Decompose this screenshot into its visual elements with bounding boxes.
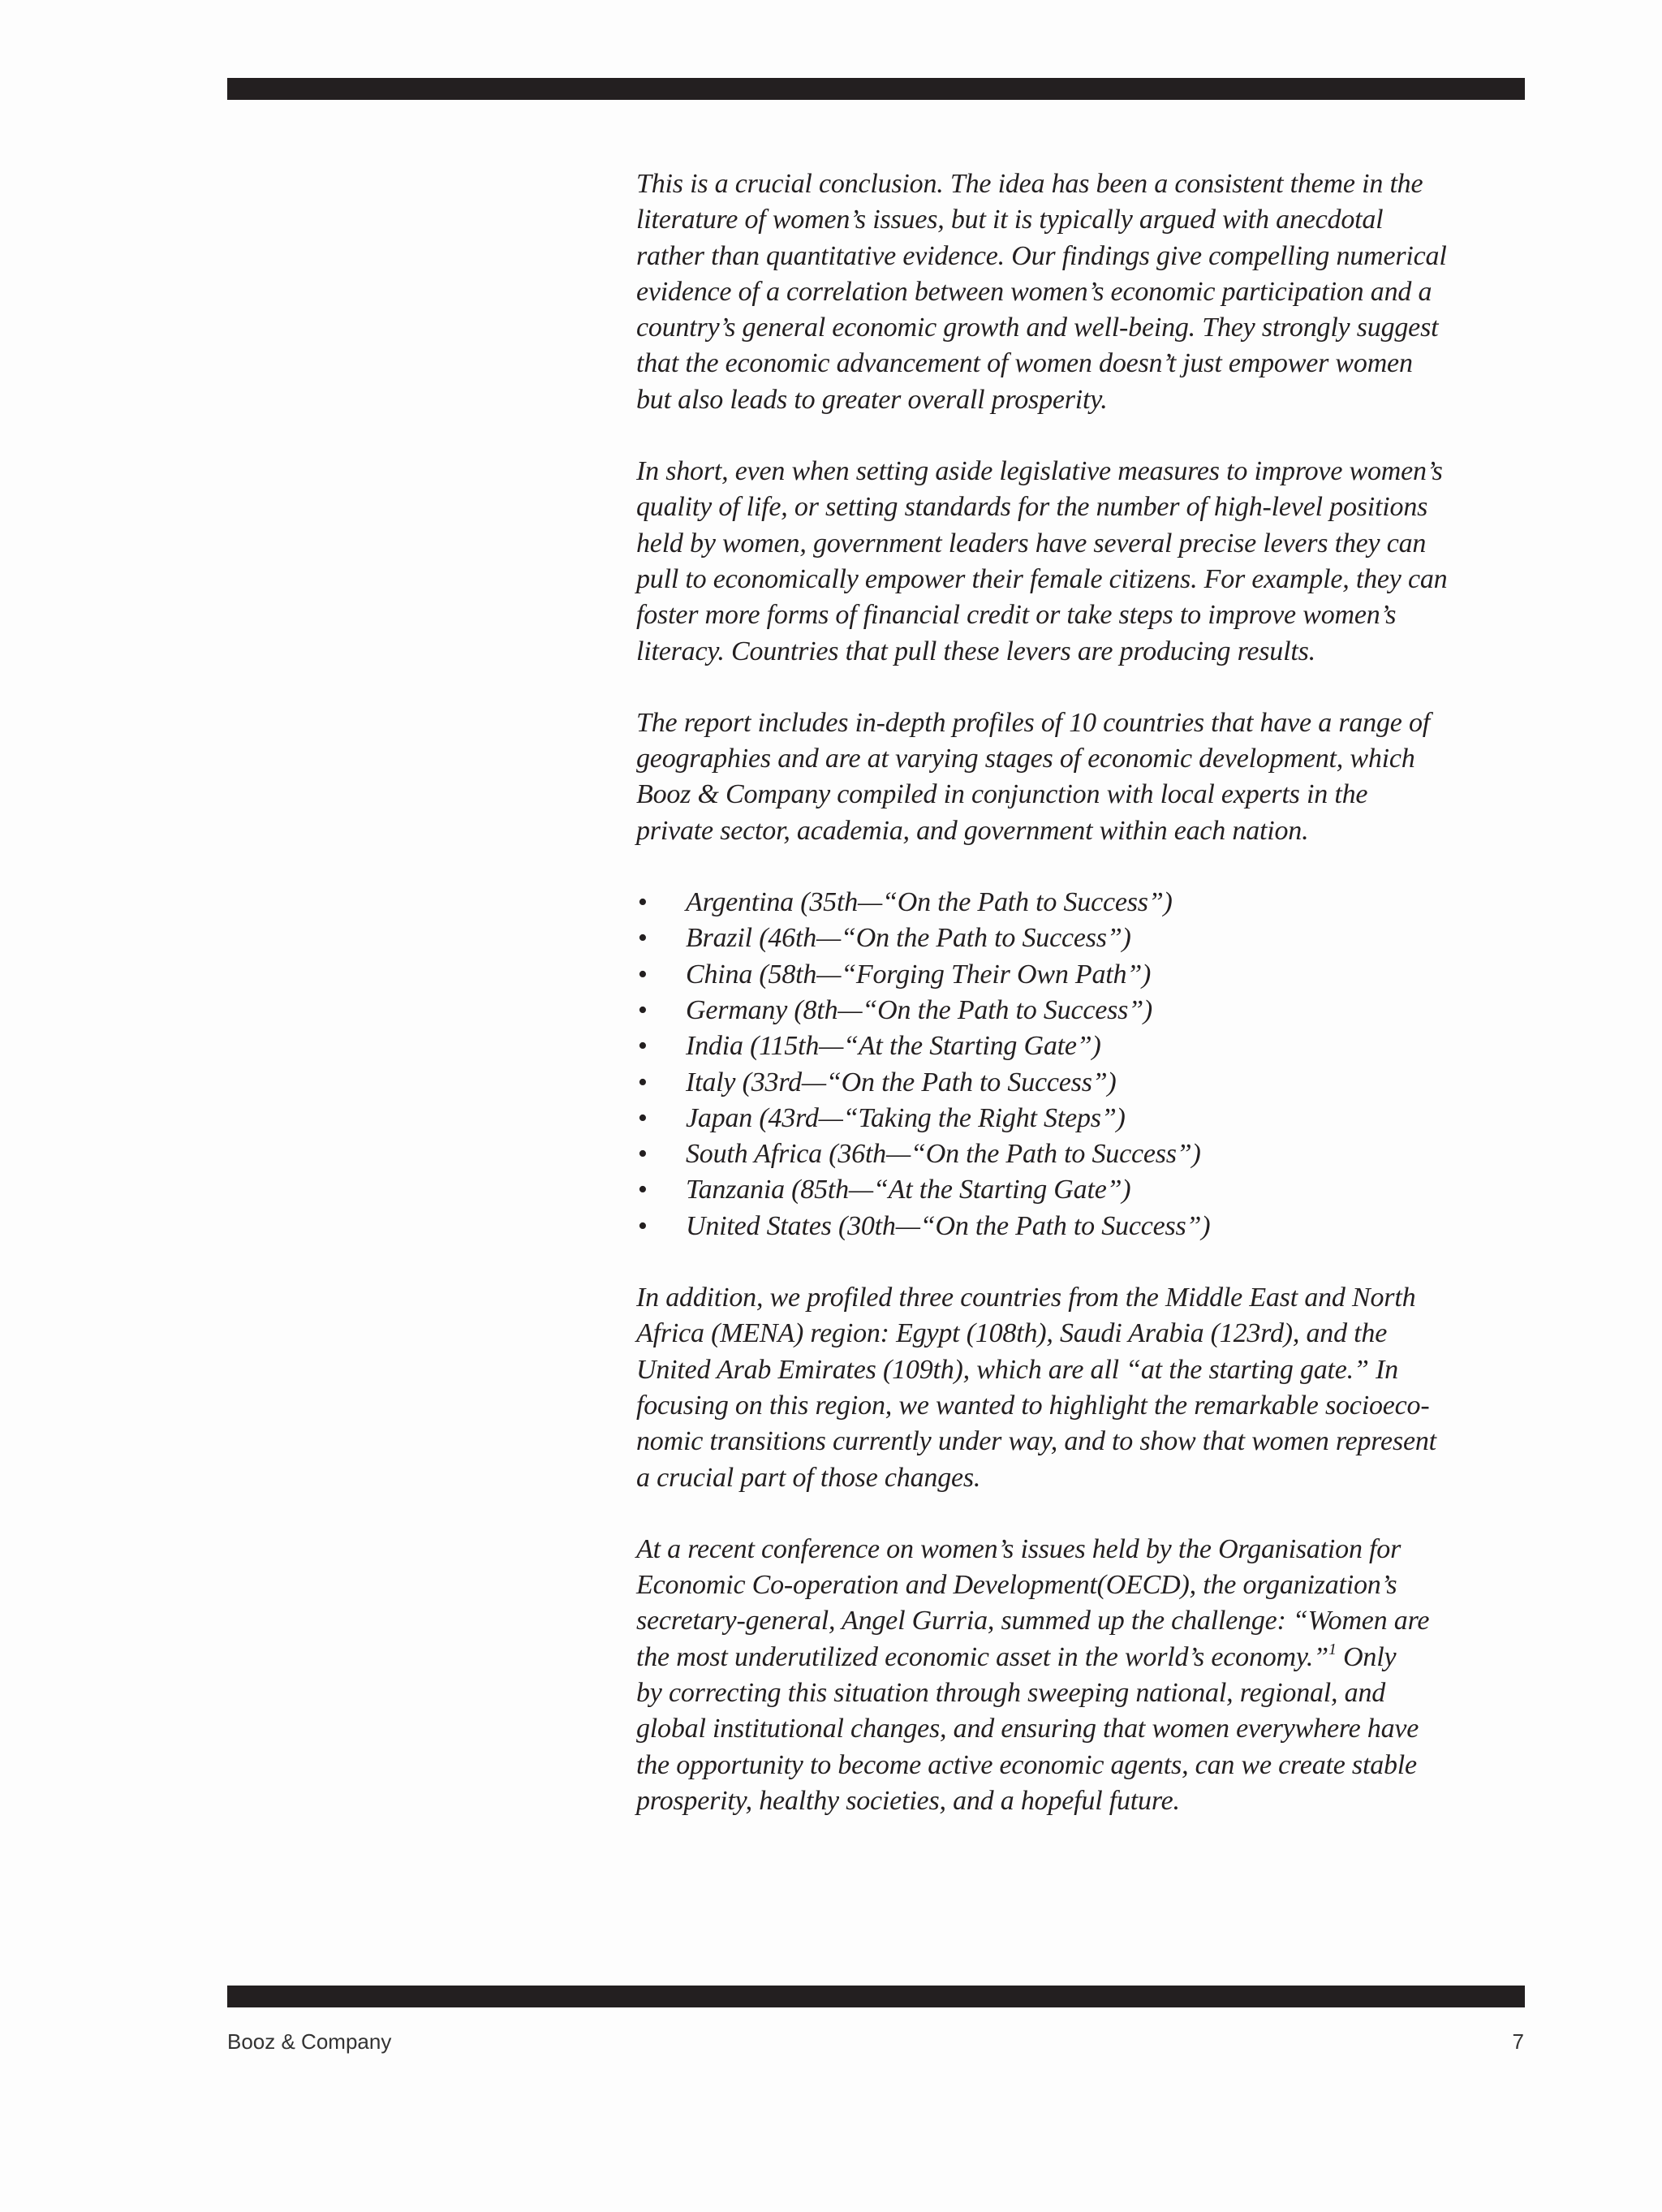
list-item-text: Germany (8th—“On the Path to Success”)	[686, 994, 1153, 1025]
bullet: •	[638, 1210, 648, 1241]
body-text	[636, 166, 1529, 1855]
footer-company-name: Booz & Company	[227, 2029, 392, 2054]
list-item	[636, 1172, 1529, 1208]
paragraph-conclusion: This is a crucial conclusion. The idea has been a consistent theme in the literature of women’s issues, but it is typically argued with anecdotal rather than quantitative evidence. Our findings give compelling numerical evidence of a correlation between women’s economic participation and a country’s general economic growth and well-being. They strongly suggest that the economic advancement of women doesn’t just empower women but also leads to greater overall prosperity.	[636, 169, 1447, 415]
paragraph-oecd-text-start: At a recent conference on women’s issues held by the Organisation for Economic Co-operation and Development(OECD), the organization’s secretary-general, Angel Gurria, summed up the challenge: “Women are the most underutilized economic asset in the world’s economy.”	[636, 1533, 1430, 1672]
paragraph-oecd	[636, 1532, 1529, 1819]
bullet: •	[638, 923, 648, 954]
list-item	[636, 1065, 1529, 1101]
paragraph-mena: In addition, we profiled three countries from the Middle East and North Africa (MENA) region: Egypt (108th), Saudi Arabia (123rd), and the United Arab Emirates (109th), which are all “at the starting gate.” In focusing on this region, we wanted to highlight the remarkable socioeco- nomic transitions currently under way, and to show that women represent a crucial part of those changes.	[636, 1283, 1436, 1493]
list-item-text: Tanzania (85th—“At the Starting Gate”)	[686, 1175, 1131, 1205]
paragraph-levers: In short, even when setting aside legislative measures to improve women’s quality of life, or setting standards for the number of high-level positions held by women, government leaders have several precise levers they can pull to economically empower their female citizens. For example, they can foster more forms of financial credit or take steps to improve women’s literacy. Countries that pull these levers are producing results.	[636, 456, 1448, 666]
list-item	[636, 921, 1529, 956]
list-item-text: China (58th—“Forging Their Own Path”)	[686, 959, 1152, 990]
bullet: •	[638, 1175, 648, 1205]
top-rule	[227, 78, 1525, 100]
bullet: •	[638, 1102, 648, 1133]
list-item-text: Japan (43rd—“Taking the Right Steps”)	[686, 1102, 1126, 1133]
list-item	[636, 1209, 1529, 1244]
bullet: •	[638, 1067, 648, 1097]
bottom-rule	[227, 1986, 1525, 2007]
bullet: •	[638, 887, 648, 918]
list-item	[636, 885, 1529, 921]
bullet: •	[638, 1031, 648, 1062]
list-item-text: Italy (33rd—“On the Path to Success”)	[686, 1067, 1117, 1097]
list-item	[636, 957, 1529, 993]
footnote-marker: 1	[1328, 1640, 1337, 1658]
footer-page-number: 7	[1512, 2029, 1524, 2054]
list-item	[636, 1101, 1529, 1136]
list-item-text: India (115th—“At the Starting Gate”)	[686, 1031, 1101, 1062]
bullet: •	[638, 1139, 648, 1170]
bullet: •	[638, 994, 648, 1025]
list-item-text: United States (30th—“On the Path to Success”)	[686, 1210, 1211, 1241]
list-item	[636, 993, 1529, 1028]
list-item-text: Argentina (35th—“On the Path to Success”)	[686, 887, 1173, 918]
paragraph-profiles: The report includes in-depth profiles of 10 countries that have a range of geographies and are at varying stages of economic development, which Booz & Company compiled in conjunction with local experts in the private sector, academia, and government within each nation.	[636, 707, 1431, 846]
list-item-text: South Africa (36th—“On the Path to Success”)	[686, 1139, 1201, 1170]
paragraph-oecd-text-end: Only by correcting this situation through sweeping national, regional, and global institutional changes, and ensuring that women everywhere have the opportunity to become active economic agents, can we create stable prosperity, healthy societies, and a hopeful future.	[636, 1641, 1419, 1816]
bullet: •	[638, 959, 648, 990]
list-item	[636, 1028, 1529, 1064]
list-item	[636, 1136, 1529, 1172]
list-item-text: Brazil (46th—“On the Path to Success”)	[686, 923, 1131, 954]
country-list	[636, 885, 1529, 1244]
